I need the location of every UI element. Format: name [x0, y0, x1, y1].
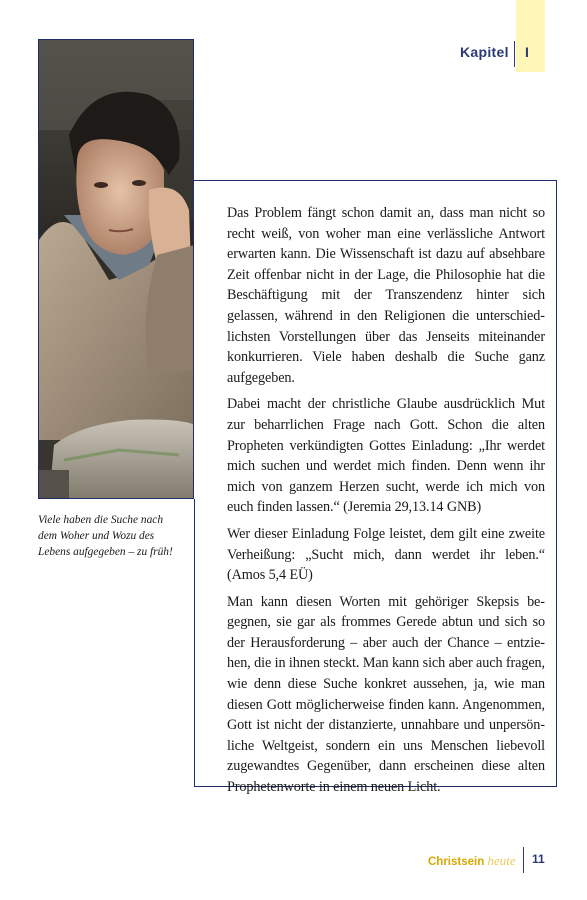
- footer-divider: [523, 847, 524, 873]
- paragraph: Wer dieser Einladung Folge leistet, dem gilt eine zweite Verheißung: „Sucht mich, dann werdet ihr leben.“ (Amos 5,4 EÜ): [227, 525, 545, 584]
- chapter-label: Kapitel: [460, 44, 509, 60]
- chapter-divider: [514, 41, 515, 67]
- footer-brand: [428, 853, 516, 869]
- caption-line: dem Woher und Wozu des: [38, 530, 155, 542]
- brand-part-christ: Christ: [428, 856, 462, 868]
- paragraph: Dabei macht der christliche Glaube ausdrücklich Mut zur beharrlichen Frage nach Gott. Schon die alten Propheten verkündigten Gottes Einladung: „Ihr werdet mich suchen und werdet mich finden. Denn wenn ihr mich von ganzem Herzen sucht, werde ich mich von euch finden lassen.“ (Jeremia 29,13.14 GNB): [227, 396, 545, 516]
- page-number: 11: [532, 852, 545, 866]
- brand-part-heute: heute: [487, 853, 516, 868]
- chapter-number: I: [525, 44, 529, 60]
- photo-young-man: [38, 39, 194, 499]
- caption-line: Lebens aufgegeben – zu früh!: [38, 546, 173, 558]
- photo-illustration: [39, 40, 194, 499]
- photo-caption: [38, 512, 198, 560]
- paragraph: Das Problem fängt schon damit an, dass man nicht so recht weiß, von woher man eine verlässliche Antwort erwarten kann. Die Wissenschaft ist dazu auf absehbare Zeit offenbar nicht in der Lage, die Philosophie hat die Beschäftigung mit der Transzendenz hinter sich gelassen, während in den Religionen die unterschiedlichsten Vorstellungen über das Jenseits miteinander konkurrieren. Viele haben deshalb die Suche ganz aufgegeben.: [227, 205, 545, 386]
- text-frame-left-edge: [194, 499, 195, 787]
- body-text: [227, 203, 545, 804]
- paragraph: Man kann diesen Worten mit gehöriger Skepsis begegnen, sie gar als frommes Gerede abtun und sich so der Herausforderung – aber auch der Chance – entziehen, die in ihnen steckt. Man kann sich aber auch fragen, wie denn diese Suche konkret aussehen, ja, wie man diesen Gott möglicherweise finden kann. Angenommen, Gott ist nicht der distanzierte, unnahbare und unpersönliche Weltgeist, sondern ein uns Menschen liebevoll zugewandtes Gegenüber, dann erscheinen diese alten Prophetenworte in einem neuen Licht.: [227, 593, 545, 796]
- chapter-tab: [516, 0, 545, 72]
- brand-part-sein: sein: [461, 856, 485, 868]
- caption-line: Viele haben die Suche nach: [38, 514, 164, 526]
